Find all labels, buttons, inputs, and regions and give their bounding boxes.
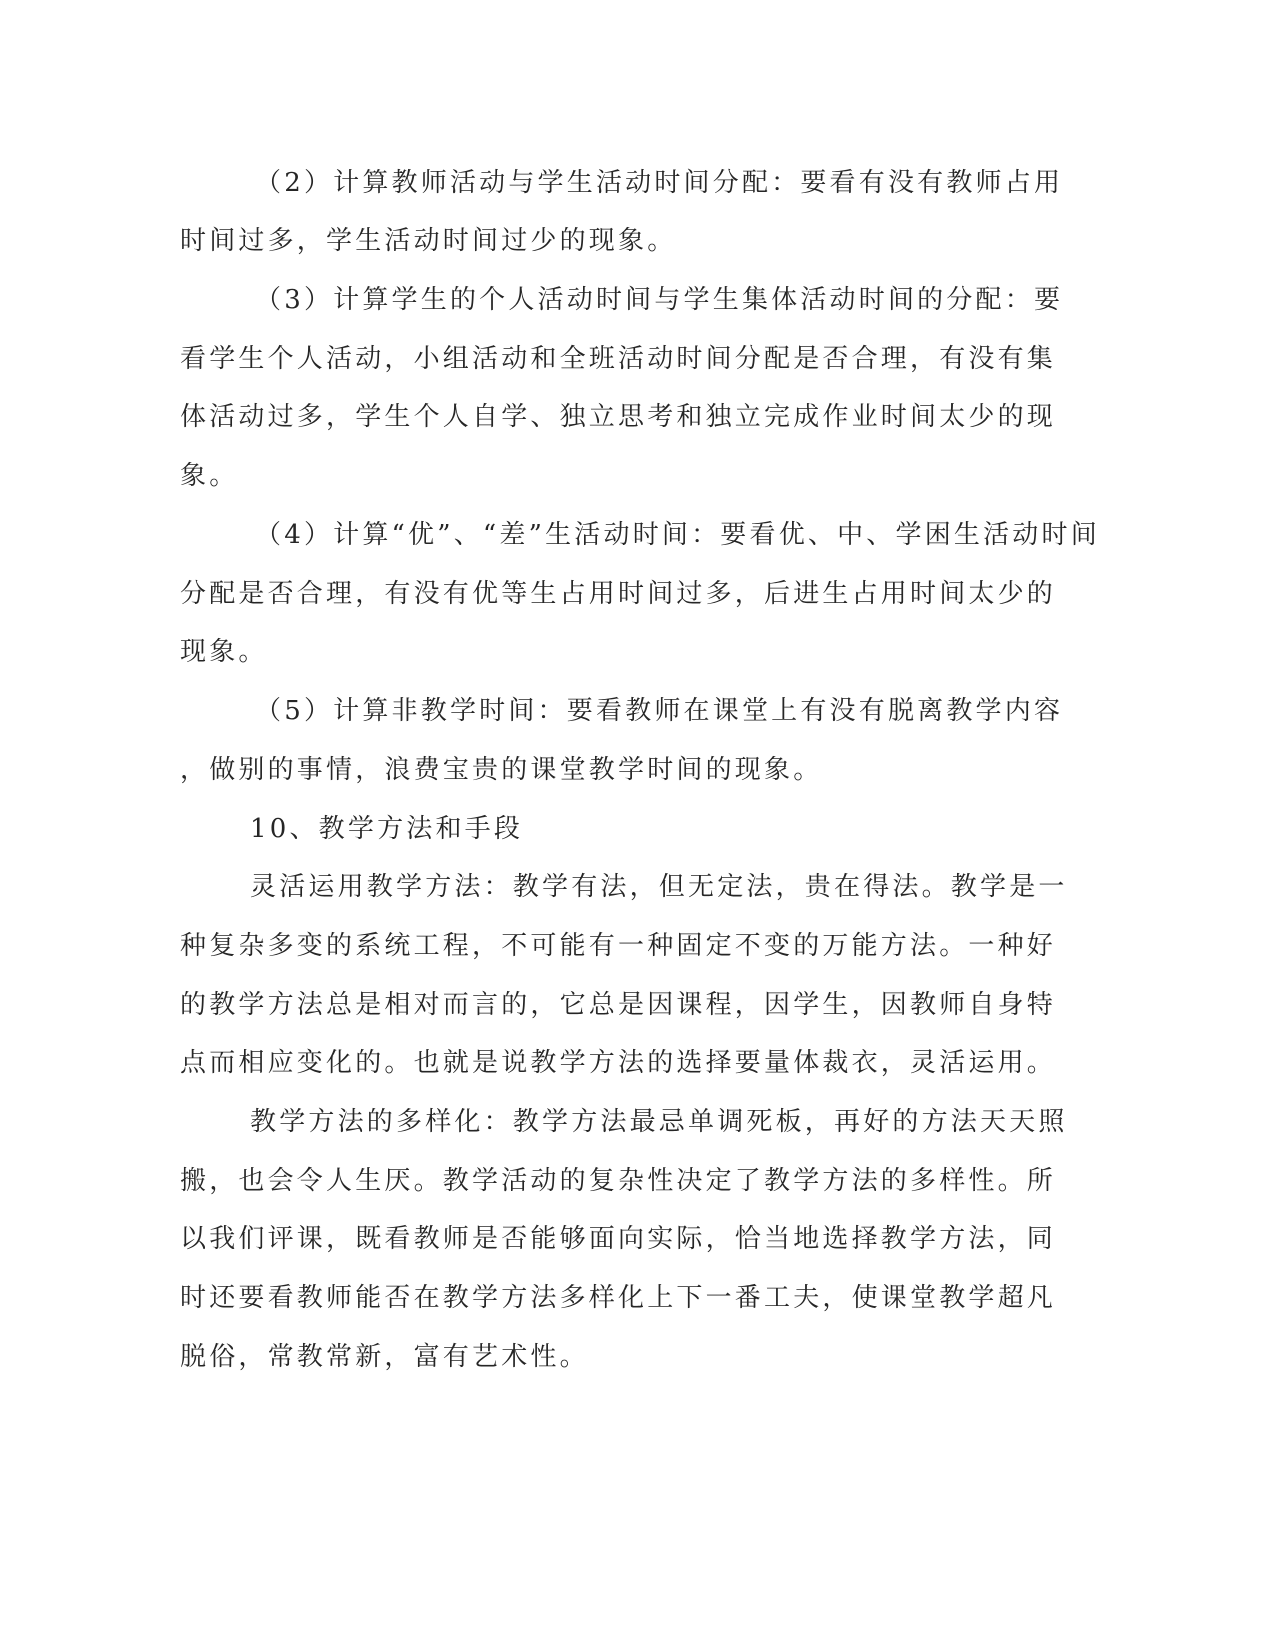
text-line: ，做别的事情，浪费宝贵的课堂教学时间的现象。	[180, 755, 823, 785]
text-line: （3）计算学生的个人活动时间与学生集体活动时间的分配：要	[255, 285, 1064, 315]
text-line: 点而相应变化的。也就是说教学方法的选择要量体裁衣，灵活运用。	[180, 1048, 1057, 1078]
text-line: 象。	[180, 461, 239, 491]
text-line: 的教学方法总是相对而言的，它总是因课程，因学生，因教师自身特	[180, 990, 1057, 1020]
section-heading: 10、教学方法和手段	[250, 814, 524, 844]
text-line: 时间过多，学生活动时间过少的现象。	[180, 226, 677, 256]
text-line: 现象。	[180, 637, 268, 667]
text-line: 脱俗，常教常新，富有艺术性。	[180, 1342, 589, 1372]
text-line: 灵活运用教学方法：教学有法，但无定法，贵在得法。教学是一	[250, 872, 1068, 902]
text-line: 体活动过多，学生个人自学、独立思考和独立完成作业时间太少的现	[180, 402, 1057, 432]
text-line: 教学方法的多样化：教学方法最忌单调死板，再好的方法天天照	[250, 1107, 1068, 1137]
text-line: 分配是否合理，有没有优等生占用时间过多，后进生占用时间太少的	[180, 579, 1057, 609]
text-line: 看学生个人活动，小组活动和全班活动时间分配是否合理，有没有集	[180, 344, 1057, 374]
text-line: 搬，也会令人生厌。教学活动的复杂性决定了教学方法的多样性。所	[180, 1166, 1057, 1196]
text-line: 种复杂多变的系统工程，不可能有一种固定不变的万能方法。一种好	[180, 931, 1057, 961]
text-line: （4）计算“优”、“差”生活动时间：要看优、中、学困生活动时间	[255, 520, 1100, 550]
text-line: （5）计算非教学时间：要看教师在课堂上有没有脱离教学内容	[255, 696, 1064, 726]
text-line: 时还要看教师能否在教学方法多样化上下一番工夫，使课堂教学超凡	[180, 1283, 1057, 1313]
text-line: （2）计算教师活动与学生活动时间分配：要看有没有教师占用	[255, 168, 1064, 198]
text-line: 以我们评课，既看教师是否能够面向实际，恰当地选择教学方法，同	[180, 1224, 1057, 1254]
